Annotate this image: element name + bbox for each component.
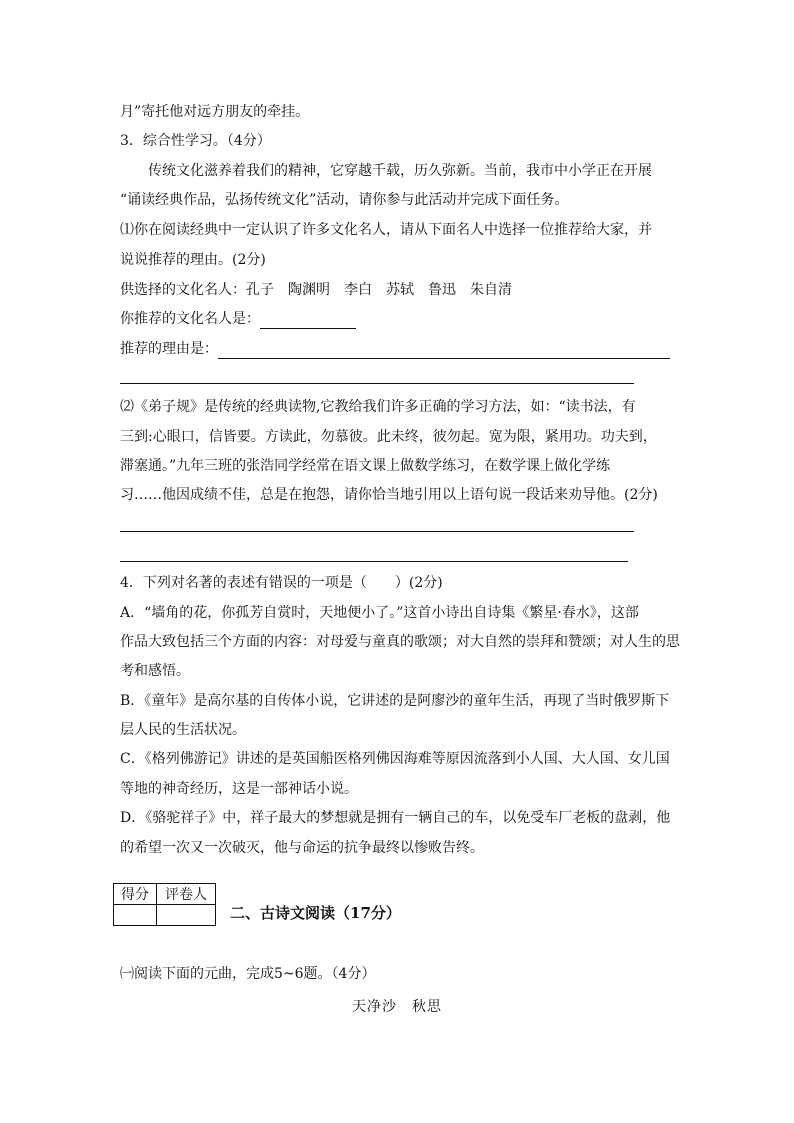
text-line: 层人民的生活状况。 xyxy=(120,722,246,738)
score-header: 得分 xyxy=(114,884,157,905)
text-line: ⑵《弟子规》是传统的经典读物,它教给我们许多正确的学习方法，如：“读书法，有 xyxy=(120,399,636,415)
text-line: ⑴你在阅读经典中一定认识了许多文化名人，请从下面名人中选择一位推荐给大家，并 xyxy=(120,222,652,238)
reason-label: 推荐的理由是： xyxy=(120,341,218,357)
reason-blank[interactable] xyxy=(218,342,670,359)
option-d: D．《骆驼祥子》中，祥子最大的梦想就是拥有一辆自己的车，以免受车厂老板的盘剥，他 xyxy=(120,810,671,826)
grader-header: 评卷人 xyxy=(157,884,216,905)
text-line: 滞塞通。”九年三班的张浩同学经常在语文课上做数学练习，在数学课上做化学练 xyxy=(120,458,611,474)
text-line: “诵读经典作品，弘扬传统文化”活动，请你参与此活动并完成下面任务。 xyxy=(120,192,569,208)
text-line: 传统文化滋养着我们的精神，它穿越千载，历久弥新。当前，我市中小学正在开展 xyxy=(148,163,652,179)
grader-cell[interactable] xyxy=(157,905,216,926)
text-line: 习……他因成绩不佳，总是在抱怨，请你恰当地引用以上语句说一段话来劝导他。(2分) xyxy=(120,487,658,503)
recommended-person-blank[interactable] xyxy=(260,312,356,329)
celebrity-options: 供选择的文化名人：孔子 陶渊明 李白 苏轼 鲁迅 朱自清 xyxy=(120,282,512,298)
option-c: C．《格列佛游记》讲述的是英国船医格列佛因海难等原因流落到小人国、大人国、女儿国 xyxy=(120,751,670,767)
question-3-heading: 3．综合性学习。（4分） xyxy=(120,133,271,149)
text-line: 说说推荐的理由。(2分) xyxy=(120,252,266,268)
recommended-person-row xyxy=(120,309,356,329)
recommended-person-label: 你推荐的文化名人是： xyxy=(120,311,260,327)
poem-title: 天净沙 秋思 xyxy=(352,999,442,1015)
answer-line[interactable] xyxy=(120,561,628,562)
score-table xyxy=(113,883,216,926)
option-b: B．《童年》是高尔基的自传体小说，它讲述的是阿廖沙的童年生活，再现了当时俄罗斯下 xyxy=(120,693,670,709)
score-cell[interactable] xyxy=(114,905,157,926)
section-title: 二、古诗文阅读（17分） xyxy=(230,904,401,922)
reading-instruction: ㈠阅读下面的元曲，完成5~6题。（4分） xyxy=(120,966,376,982)
text-line: 考和感悟。 xyxy=(120,663,190,679)
text-line: 月”寄托他对远方朋友的牵挂。 xyxy=(120,104,310,120)
reason-row xyxy=(120,339,670,359)
option-a: A．“墙角的花，你孤芳自赏时，天地便小了。”这首小诗出自诗集《繁星·春水》，这部 xyxy=(120,605,639,621)
answer-line[interactable] xyxy=(120,383,634,384)
text-line: 作品大致包括三个方面的内容：对母爱与童真的歌颂；对大自然的崇拜和赞颂；对人生的思 xyxy=(120,634,680,650)
question-4-heading: 4．下列对名著的表述有错误的一项是（ ）(2分) xyxy=(120,575,443,591)
text-line: 的希望一次又一次破灭，他与命运的抗争最终以惨败告终。 xyxy=(120,840,484,856)
text-line: 三到:心眼口，信皆要。方读此，勿慕彼。此未终，彼勿起。宽为限，紧用功。功夫到， xyxy=(120,429,657,445)
answer-line[interactable] xyxy=(120,531,634,532)
text-line: 等地的神奇经历，这是一部神话小说。 xyxy=(120,781,358,797)
